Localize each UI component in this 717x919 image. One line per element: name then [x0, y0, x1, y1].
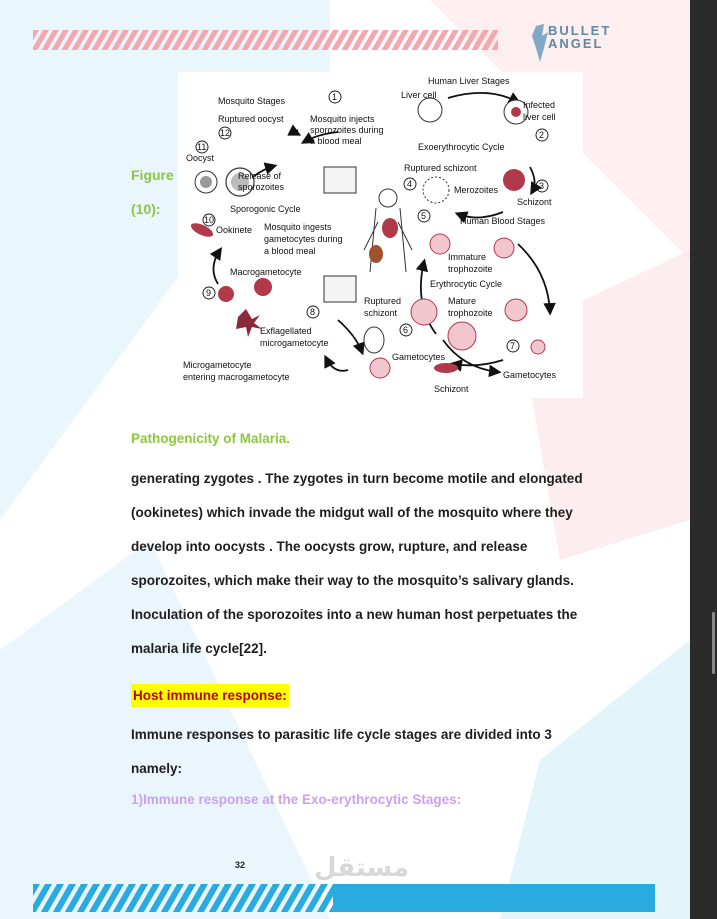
step-2: 2: [539, 130, 545, 140]
step-12: 12: [220, 128, 231, 138]
immune-line: namely:: [131, 761, 183, 776]
step-11: 11: [197, 142, 207, 152]
label-exflagellated-2: microgametocyte: [260, 338, 329, 348]
label-injects-1: Mosquito injects: [310, 114, 375, 124]
step-7: 7: [510, 341, 516, 351]
scrollbar-thumb[interactable]: [712, 612, 715, 674]
label-immature-1: Immature: [448, 252, 487, 262]
label-schizont: Schizont: [517, 197, 552, 207]
malaria-life-cycle-diagram: [178, 72, 583, 398]
step-3: 3: [539, 181, 545, 191]
step-1: 1: [332, 92, 338, 102]
subheading-exo-erythrocytic: 1)Immune response at the Exo-erythrocytic Stages:: [131, 792, 462, 807]
label-infected-1: Infected: [523, 100, 556, 110]
label-ingests-3: a blood meal: [264, 246, 316, 256]
label-ookinete: Ookinete: [216, 225, 253, 235]
label-gametocytes-right: Gametocytes: [503, 370, 557, 380]
label-release-1: Release of: [238, 171, 282, 181]
label-ruptured-schizont: Ruptured schizont: [404, 163, 477, 173]
label-erythrocytic-cycle: Erythrocytic Cycle: [430, 279, 503, 289]
label-schizont-bottom: Schizont: [434, 384, 469, 394]
logo-text: [548, 24, 611, 50]
label-ingests-1: Mosquito ingests: [264, 222, 332, 232]
watermark-text: مستقل: [314, 852, 410, 882]
label-microgametocyte-1: Microgametocyte: [183, 360, 252, 370]
step-6: 6: [403, 325, 409, 335]
label-human-blood-stages: Human Blood Stages: [460, 216, 546, 226]
paragraph-line: malaria life cycle[22].: [131, 641, 267, 656]
label-injects-2: sporozoites during: [310, 125, 384, 135]
label-exoerythrocytic-cycle: Exoerythrocytic Cycle: [418, 142, 505, 152]
label-exflagellated-1: Exflagellated: [260, 326, 312, 336]
body-paragraph: [131, 462, 588, 666]
label-immature-2: trophozoite: [448, 264, 493, 274]
logo-line-1: BULLET: [548, 23, 612, 38]
label-sporogonic-cycle: Sporogonic Cycle: [230, 204, 301, 214]
label-mosquito-stages: Mosquito Stages: [218, 96, 286, 106]
paragraph-line: generating zygotes . The zygotes in turn become motile and elongated: [131, 471, 583, 486]
label-mature-1: Mature: [448, 296, 477, 306]
label-oocyst: Oocyst: [186, 153, 215, 163]
label-infected-2: liver cell: [523, 112, 556, 122]
label-ruptured-blood-1: Ruptured: [364, 296, 402, 306]
label-microgametocyte-2: entering macrogametocyte: [183, 372, 290, 382]
label-ruptured-blood-2: schizont: [364, 308, 398, 318]
immune-paragraph: [131, 718, 588, 786]
section-title: Pathogenicity of Malaria.: [131, 431, 291, 446]
paragraph-line: develop into oocysts . The oocysts grow, rupture, and release: [131, 539, 528, 554]
figure-label: [131, 158, 174, 226]
host-immune-heading: Host immune response:: [131, 684, 289, 707]
step-4: 4: [407, 179, 413, 189]
label-injects-3: a blood meal: [310, 136, 362, 146]
viewer-right-bar: [690, 0, 717, 919]
paragraph-line: (ookinetes) which invade the midgut wall of the mosquito where they: [131, 505, 573, 520]
immune-line: Immune responses to parasitic life cycle stages are divided into 3: [131, 727, 552, 742]
step-5: 5: [421, 211, 427, 221]
figure-label-number: (10):: [131, 201, 161, 217]
label-macrogametocyte: Macrogametocyte: [230, 267, 302, 277]
label-human-liver-stages: Human Liver Stages: [428, 76, 510, 86]
page-number: 32: [235, 860, 246, 870]
paragraph-line: sporozoites, which make their way to the mosquito’s salivary glands.: [131, 573, 574, 588]
label-merozoites: Merozoites: [454, 185, 499, 195]
step-9: 9: [206, 288, 212, 298]
top-stripe-band: [33, 30, 498, 50]
label-gametocytes: Gametocytes: [392, 352, 446, 362]
paragraph-line: Inoculation of the sporozoites into a new human host perpetuates the: [131, 607, 578, 622]
cell-illustrations: [189, 98, 545, 378]
logo-line-2: ANGEL: [548, 36, 604, 51]
label-release-2: sporozoites: [238, 182, 285, 192]
step-10: 10: [204, 215, 215, 225]
label-mature-2: trophozoite: [448, 308, 493, 318]
label-ingests-2: gametocytes during: [264, 234, 343, 244]
step-8: 8: [310, 307, 316, 317]
bottom-stripe-band: [33, 884, 655, 912]
label-liver-cell: Liver cell: [401, 90, 437, 100]
figure-label-word: Figure: [131, 167, 174, 183]
label-ruptured-oocyst: Ruptured oocyst: [218, 114, 284, 124]
